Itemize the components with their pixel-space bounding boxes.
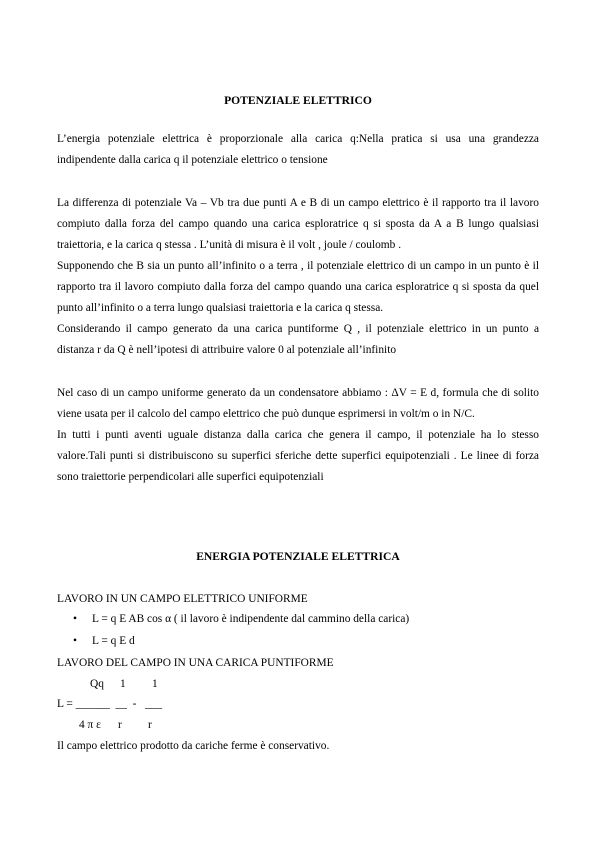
formula-denominator-4pe: 4 π ε bbox=[79, 719, 101, 731]
bullet-text: L = q E AB cos α ( il lavoro è indipendente dal cammino della carica) bbox=[92, 613, 410, 625]
paragraph-carica-puntiforme: Considerando il campo generato da una carica puntiforme Q , il potenziale elettrico in un punto a distanza r da Q è nell’ipotesi di attribuire valore 0 al potenziale all’infinito bbox=[57, 323, 539, 357]
formula-denominator-r-a: r bbox=[118, 719, 122, 731]
bullet-dot: • bbox=[73, 613, 77, 625]
conclusion-text: Il campo elettrico prodotto da cariche ferme è conservativo. bbox=[57, 740, 330, 752]
formula-numerator-qq: Qq bbox=[90, 678, 104, 690]
section-title-energia: ENERGIA POTENZIALE ELETTRICA bbox=[196, 550, 400, 563]
formula-numerator-one-b: 1 bbox=[152, 678, 158, 690]
paragraph-energia-potenziale: L’energia potenziale elettrica è proporzionale alla carica q:Nella pratica si usa una grandezza indipendente dalla carica q il potenziale elettrico o tensione bbox=[57, 133, 539, 167]
paragraph-punto-infinito: Supponendo che B sia un punto all’infinito o a terra , il potenziale elettrico di un campo in un punto è il rapporto tra il lavoro compiuto dalla forza del campo quando una carica esploratrice q si sposta da quel punto all’infinito o a terra lungo qualsiasi traiettoria e la carica q stessa. bbox=[57, 260, 539, 315]
bullet-dot: • bbox=[73, 635, 77, 647]
heading-lavoro-puntiforme: LAVORO DEL CAMPO IN UNA CARICA PUNTIFORME bbox=[57, 657, 334, 669]
paragraph-campo-uniforme: Nel caso di un campo uniforme generato da un condensatore abbiamo : ΔV = E d, formula che di solito viene usata per il calcolo del campo elettrico che può dunque esprimersi in volt/m o in N/C. bbox=[57, 387, 539, 421]
heading-lavoro-uniforme: LAVORO IN UN CAMPO ELETTRICO UNIFORME bbox=[57, 593, 308, 605]
paragraph-superfici-equipotenziali: In tutti i punti aventi uguale distanza dalla carica che genera il campo, il potenziale ha lo stesso valore.Tali punti si distribuiscono su superfici sferiche dette superfici equipotenziali . Le linee di forza sono traiettorie perpendicolari alle superfici equipotenziali bbox=[57, 429, 539, 484]
bullet-item bbox=[73, 612, 409, 626]
formula-denominator-r-b: r bbox=[148, 719, 152, 731]
section-title-potenziale: POTENZIALE ELETTRICO bbox=[224, 94, 372, 107]
formula-main-line: L = ______ __ - ___ bbox=[57, 698, 163, 710]
bullet-item bbox=[73, 634, 135, 648]
bullet-text: L = q E d bbox=[92, 635, 135, 647]
formula-numerator-one-a: 1 bbox=[120, 678, 126, 690]
paragraph-differenza-potenziale: La differenza di potenziale Va – Vb tra due punti A e B di un campo elettrico è il rapporto tra il lavoro compiuto dalla forza del campo quando una carica esploratrice q si sposta da A a B lungo qualsiasi traiettoria, e la carica q stessa . L’unità di misura è il volt , joule / coulomb . bbox=[57, 197, 539, 252]
